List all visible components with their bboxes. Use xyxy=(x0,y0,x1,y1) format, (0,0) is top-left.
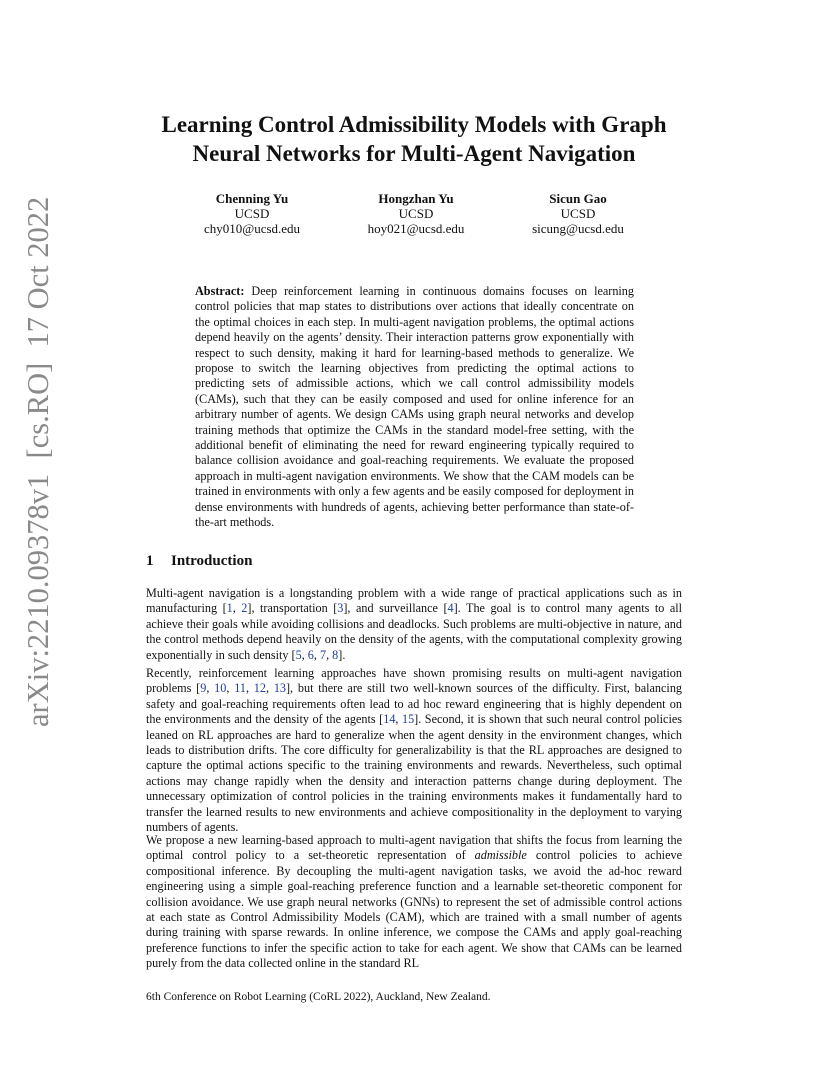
author-email[interactable]: hoy021@ucsd.edu xyxy=(367,221,465,236)
text-run: ]. xyxy=(338,647,346,662)
text-run: , xyxy=(206,681,215,696)
citation-link[interactable]: 13 xyxy=(273,681,286,696)
paper-title xyxy=(110,110,718,168)
citation-link[interactable]: 7 xyxy=(319,647,327,662)
citation-link[interactable]: 3 xyxy=(337,601,344,616)
text-run: control policies to achieve compositional inference. By decoupling the multi-agent navigation tasks, we avoid the ad-hoc reward engineering using a simple goal-reaching preference function and a learnable set-theoretic component for collision avoidance. We use graph neural networks (GNNs) to represent the set of admissible control actions at each state as Control Admissibility Models (CAM), which are trained with a small number of agents during training with sparse rewards. In online inference, we compose the CAMs and apply goal-reaching preference functions to infer the specific action to take for each agent. We show that CAMs can be learned purely from the data collected online in the standard RL xyxy=(146,848,682,971)
intro-paragraph-1 xyxy=(146,586,682,663)
citation-link[interactable]: 6 xyxy=(307,647,314,662)
title-line-2: Neural Networks for Multi-Agent Navigation xyxy=(192,141,636,166)
author-name: Sicun Gao xyxy=(549,191,607,206)
text-run: , xyxy=(301,647,308,662)
author-email[interactable]: chy010@ucsd.edu xyxy=(203,221,301,236)
intro-paragraph-3 xyxy=(146,833,682,972)
citation-link[interactable]: 1 xyxy=(226,601,233,616)
citation-link[interactable]: 14 xyxy=(383,712,396,727)
abstract-label: Abstract: xyxy=(195,284,245,298)
text-run: ], and surveillance [ xyxy=(343,601,448,616)
text-run: ]. The goal is to control many agents to all achieve their goals while avoiding collisions and deadlocks. Such problems are multi-objective in nature, and the control methods depend heavily on the density of the agents, with the computational complexity growing exponentially in such density [ xyxy=(146,601,683,662)
text-run: ], transportation [ xyxy=(247,601,338,616)
arxiv-identifier-stamp: arXiv:2210.09378v1 [cs.RO] 17 Oct 2022 xyxy=(21,196,55,727)
author-block-3 xyxy=(478,191,678,236)
text-run: , xyxy=(395,712,402,727)
citation-link[interactable]: 10 xyxy=(214,681,227,696)
citation-link[interactable]: 2 xyxy=(241,601,248,616)
text-run: ]. Second, it is shown that such neural control policies leaned on RL approaches are hard to generalize when the agent density in the environment changes, which leads to distribution drifts. The core difficulty for generalizability is that the RL approaches are designed to capture the optimal actions specific to the training environments and rewards. Nevertheless, such optimal actions may change rapidly when the density and interaction patterns change during deployment. The unnecessary optimization of control policies in the training environments makes it fundamentally hard to transfer the learned results to new environments and achieve compositionality in the deployment to varying numbers of agents. xyxy=(146,712,682,835)
author-affiliation: UCSD xyxy=(398,206,434,221)
author-name: Hongzhan Yu xyxy=(378,191,454,206)
author-name: Chenning Yu xyxy=(215,191,289,206)
text-run: , xyxy=(313,647,320,662)
text-run: , xyxy=(265,681,274,696)
citation-link[interactable]: 4 xyxy=(447,601,454,616)
emphasized-term: admissible xyxy=(474,848,527,863)
author-affiliation: UCSD xyxy=(560,206,596,221)
abstract xyxy=(195,284,634,531)
text-run: , xyxy=(326,647,333,662)
text-run: , xyxy=(232,601,242,616)
text-run: We propose a new learning-based approach to multi-agent navigation that shifts the focus from learning the optimal control policy to a set-theoretic representation of xyxy=(146,833,682,863)
section-title: Introduction xyxy=(171,553,253,569)
text-run: Recently, reinforcement learning approaches have shown promising results on multi-agent navigation problems [ xyxy=(146,666,682,696)
section-number: 1 xyxy=(146,553,154,569)
conference-footnote: 6th Conference on Robot Learning (CoRL 2022), Auckland, New Zealand. xyxy=(146,991,491,1003)
citation-link[interactable]: 11 xyxy=(234,681,246,696)
citation-link[interactable]: 15 xyxy=(401,712,415,727)
citation-link[interactable]: 5 xyxy=(295,647,302,662)
citation-link[interactable]: 8 xyxy=(332,647,339,662)
text-run: Multi-agent navigation is a longstanding problem with a wide range of practical applications such as in manufacturing [ xyxy=(146,586,682,616)
citation-link[interactable]: 9 xyxy=(200,681,207,696)
section-heading-introduction xyxy=(146,552,252,570)
intro-paragraph-2 xyxy=(146,666,682,835)
author-email[interactable]: sicung@ucsd.edu xyxy=(532,221,624,236)
text-run: , xyxy=(245,681,254,696)
citation-link[interactable]: 12 xyxy=(253,681,266,696)
text-run: ], but there are still two well-known sources of the difficulty. First, balancing safety and goal-reaching requirements often lead to ad hoc reward engineering that is highly dependent on the environments and the density of the agents [ xyxy=(146,681,683,727)
author-affiliation: UCSD xyxy=(234,206,270,221)
abstract-text: Deep reinforcement learning in continuous domains focuses on learning control policies that map states to distributions over actions that ideally concentrate on the optimal choices in each step. In multi-agent navigation problems, the optimal actions depend heavily on the agents’ density. Their interaction patterns grow exponentially with respect to such density, making it hard for learning-based methods to generalize. We propose to switch the learning objectives from predicting the optimal actions to predicting sets of admissible actions, which we call control admissibility models (CAMs), such that they can be easily composed and used for online inference for an arbitrary number of agents. We design CAMs using graph neural networks and develop training methods that optimize the CAMs in the standard model-free setting, with the additional benefit of eliminating the need for reward engineering typically required to balance collision avoidance and goal-reaching requirements. We evaluate the proposed approach in multi-agent navigation environments. We show that the CAM models can be trained in environments with only a few agents and be easily composed for deployment in dense environments with hundreds of agents, achieving better performance than state-of-the-art methods. xyxy=(195,284,634,530)
text-run: , xyxy=(226,681,235,696)
title-line-1: Learning Control Admissibility Models with Graph xyxy=(161,112,667,137)
